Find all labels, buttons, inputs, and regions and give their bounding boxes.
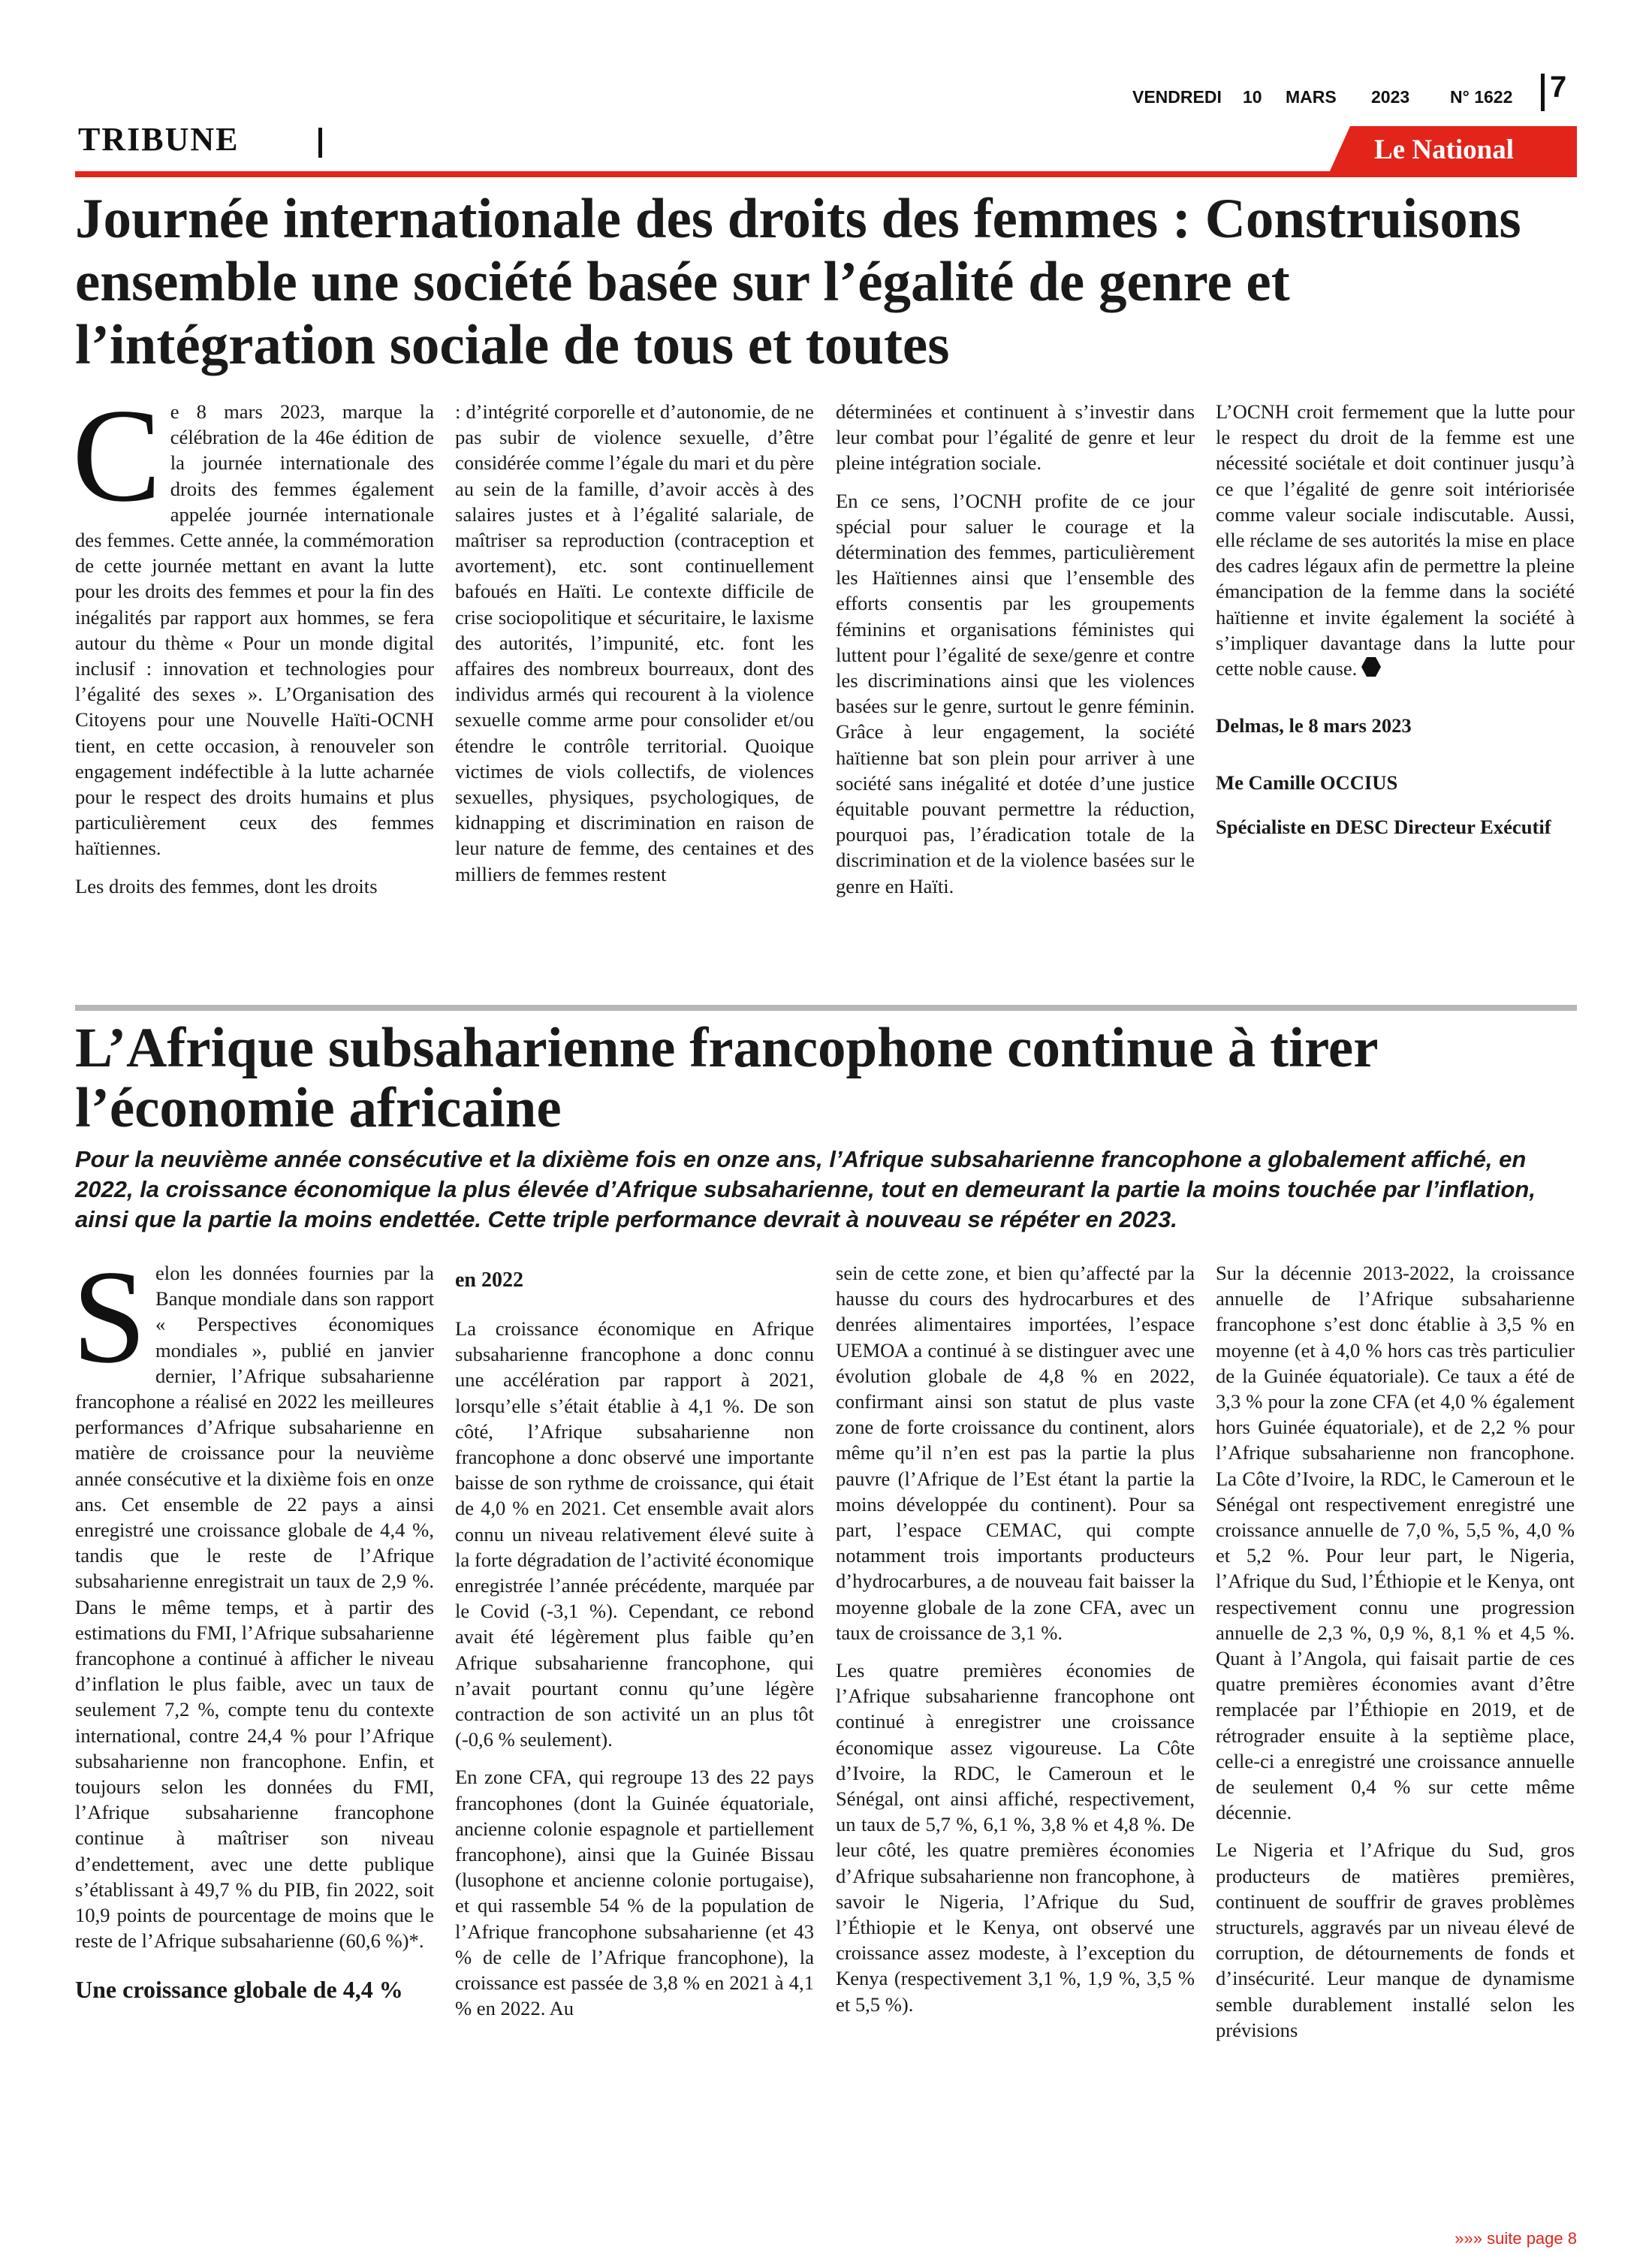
article2-paragraph: Les quatre premières économies de l’Afrique subsaharienne francophone ont continué à enregistrer une croissance économique assez vigoureuse. La Côte d’Ivoire, la RDC, le Cameroun et le Sénégal, ont ainsi affiché, respectivement, un taux de 5,7 %, 6,1 %, 3,8 % et 4,8 %. De leur côté, les quatre premières économies d’Afrique subsaharienne non francophone, à savoir le Nigeria, l’Afrique du Sud, l’Éthiopie et le Kenya, ont observé une croissance assez modeste, à l’exception du Kenya (respectivement 3,1 %, 1,9 %, 3,5 % et 5,5 %). bbox=[836, 1659, 1195, 2016]
article1-author: Me Camille OCCIUS bbox=[1216, 771, 1398, 795]
article2-headline: L’Afrique subsaharienne francophone continue à tirer l’économie africaine bbox=[75, 1017, 1378, 1139]
article1-paragraph: L’OCNH croit fermement que la lutte pour le respect du droit de la femme est une nécessité sociétale et doit continuer jusqu’à ce que l’égalité de genre soit intériorisée comme valeur sociale indiscutable. Aussi, elle réclame de ses autorités la mise en place des cadres légaux afin de permettre la pleine émancipation de la femme dans la société haïtienne et invite également la société à s’impliquer davantage dans la lutte pour cette noble cause. bbox=[1216, 400, 1575, 680]
article2-subhead-continued: en 2022 bbox=[455, 1268, 523, 1292]
article2-paragraph: La croissance économique en Afrique subsaharienne francophone a donc connu une accélération par rapport à 2021, lorsqu’elle s’était établie à 4,1 %. De son côté, l’Afrique subsaharienne non francophone a donc observé une importante baisse de son rythme de croissance, qui était de 4,0 % en 2021. Cet ensemble avait alors connu un niveau relativement élevé suite à la forte dégradation de l’activité économique enregistrée l’année précédente, marquée par le Covid (-3,1 %). Cependant, ce rebond avait été légèrement plus faible qu’en Afrique subsaharienne francophone, qui n’avait pourtant connu qu’une légère contraction de son activité un an plus tôt (-0,6 % seulement). bbox=[455, 1317, 814, 1751]
article2-paragraph: elon les données fournies par la Banque mondiale dans son rapport « Perspectives économiques mondiales », publié en janvier dernier, l’Afrique subsaharienne francophone a réalisé en 2022 les meilleures performances d’Afrique subsaharienne en matière de croissance pour la neuvième année consécutive et la dixième fois en onze ans. Cet ensemble de 22 pays a ainsi enregistré une croissance globale de 4,4 %, tandis que le reste de l’Afrique subsaharienne enregistrait un taux de 2,9 %. Dans le même temps, et à partir des estimations du FMI, l’Afrique subsaharienne francophone a continué à afficher le niveau d’inflation le plus faible, avec un taux de seulement 7,2 %, compte tenu du contexte international, contre 24,4 % pour l’Afrique subsaharienne non francophone. Enfin, et toujours selon les données du FMI, l’Afrique subsaharienne francophone continue à maîtriser son niveau d’endettement, avec une dette publique s’établissant à 49,7 % du PIB, fin 2022, soit 10,9 points de pourcentage de moins que le reste de l’Afrique subsaharienne (60,6 %)*. bbox=[75, 1262, 434, 1953]
section-label: TRIBUNE bbox=[78, 121, 240, 158]
page-number-divider bbox=[1541, 74, 1545, 111]
newspaper-logo: Le National bbox=[1374, 134, 1515, 165]
issue-info bbox=[1111, 81, 1562, 111]
issue-month: MARS bbox=[1286, 87, 1337, 107]
article1-paragraph: déterminées et continuent à s’investir dans leur combat pour l’égalité de genre et leur pleine intégration sociale. bbox=[836, 400, 1195, 475]
article1-column-1 bbox=[72, 381, 434, 899]
article1-paragraph: : d’intégrité corporelle et d’autonomie, de ne pas subir de violence sexuelle, d’être considérée comme l’égale du mari et du père au sein de la famille, d’avoir accès à des salaires justes et à l’égalité salariale, de maîtriser sa reproduction (contraception et avortement), etc. sont continuellement bafoués en Haïti. Le contexte difficile de crise sociopolitique et sécuritaire, le laxisme des autorités, l’impunité, etc. font les affaires des nombreux bourreaux, dont des individus armés qui recourent à la violence sexuelle comme arme pour consolider et/ou étendre le contrôle territorial. Quoique victimes de viols collectifs, de violences sexuelles, physiques, psychologiques, de kidnapping et discrimination en raison de leur nature de femme, des centaines et des milliers de femmes restent bbox=[455, 400, 814, 885]
article1-author-title: Spécialiste en DESC Directeur Exécutif bbox=[1216, 815, 1551, 838]
article1-paragraph: e 8 mars 2023, marque la célébration de la 46e édition de la journée internationale des droits des femmes également appelée journée internationale des femmes. Cette année, la commémoration de cette journée mettant en avant la lutte pour les droits des femmes et pour la fin des inégalités par rapport aux hommes, se fera autour du thème « Pour un monde digital inclusif : innovation et technologies pour l’égalité des sexes ». L’Organisation des Citoyens pour une Nouvelle Haïti-OCNH tient, en cette occasion, à renouveler son engagement indéfectible à la lutte acharnée pour le respect des droits humains et plus particulièrement ceux des femmes haïtiennes. bbox=[75, 400, 434, 860]
issue-year: 2023 bbox=[1371, 87, 1410, 107]
article2-paragraph: En zone CFA, qui regroupe 13 des 22 pays francophones (dont la Guinée équatoriale, ancienne colonie espagnole et partiellement francophone), ainsi que la Guinée Bissau (lusophone et ancienne colonie portugaise), et qui rassemble 54 % de la population de l’Afrique francophone subsaharienne (et 43 % de celle de l’Afrique francophone), la croissance est passée de 3,8 % en 2021 à 4,1 % en 2022. Au bbox=[455, 1766, 814, 2020]
article2-column-1 bbox=[72, 1242, 434, 2004]
issue-day: VENDREDI bbox=[1132, 87, 1222, 107]
article2-dropcap: S bbox=[72, 1242, 146, 1391]
article2-column-2 bbox=[455, 1268, 814, 2021]
header-rule bbox=[75, 171, 1577, 177]
article1-column-4 bbox=[1216, 399, 1575, 852]
article2-paragraph: Sur la décennie 2013-2022, la croissance annuelle de l’Afrique subsaharienne francophone s’est donc établie à 3,5 % en moyenne (et à 4,0 % hors cas très particulier de la Guinée équatoriale). Ce taux a été de 3,3 % pour la zone CFA (et 4,0 % également hors Guinée équatoriale), et de 2,2 % pour l’Afrique subsaharienne non francophone. La Côte d’Ivoire, la RDC, le Cameroun et le Sénégal ont respectivement enregistré une croissance annuelle de 7,0 %, 5,5 %, 4,0 % et 5,2 %. Pour leur part, le Nigeria, l’Afrique du Sud, l’Éthiopie et le Kenya, ont respectivement connu une progression annuelle de 2,3 %, 0,9 %, 8,1 % et 4,5 %. Quant à l’Angola, qui faisait partie de ces quatre premières économies avant d’être remplacée par l’Éthiopie en 2019, et de rétrograder ensuite à la septième place, celle-ci a enregistré une croissance annuelle de seulement 0,4 % sur cette même décennie. bbox=[1216, 1262, 1575, 1824]
section-separator bbox=[75, 1005, 1577, 1011]
issue-number: N° 1622 bbox=[1450, 87, 1513, 107]
section-divider bbox=[318, 128, 322, 158]
continued-link[interactable]: »»» suite page 8 bbox=[1455, 2229, 1577, 2248]
article2-column-3 bbox=[836, 1260, 1195, 2017]
article1-column-3 bbox=[836, 399, 1195, 899]
article2-lede: Pour la neuvième année consécutive et la dixième fois en onze ans, l’Afrique subsaharienne francophone a globalement affiché, en 2022, la croissance économique la plus élevée d’Afrique subsaharienne, tout en demeurant la partie la moins touchée par l’inflation, ainsi que la partie la moins endettée. Cette triple performance devrait à nouveau se répéter en 2023. bbox=[75, 1146, 1536, 1232]
article1-column-2 bbox=[455, 399, 814, 887]
article2-column-4 bbox=[1216, 1260, 1575, 2043]
issue-date: 10 bbox=[1243, 87, 1262, 107]
article-end-icon bbox=[1360, 656, 1382, 678]
article2-subhead: Une croissance globale de 4,4 % bbox=[75, 1976, 403, 2004]
article1-dropcap: C bbox=[72, 381, 161, 529]
article1-headline: Journée internationale des droits des femmes : Construisons ensemble une société basée sur l’égalité de genre et l’intégration sociale de tous et toutes bbox=[75, 188, 1521, 376]
article2-paragraph: sein de cette zone, et bien qu’affecté par la hausse du cours des hydrocarbures et des denrées alimentaires importées, l’espace UEMOA a continué à se distinguer avec une évolution globale de 4,8 % en 2022, confirmant ainsi son statut de plus vaste zone de forte croissance du continent, alors même qu’il n’en est pas la partie la plus pauvre (l’Afrique de l’Est étant la partie la moins développée du continent). Pour sa part, l’espace CEMAC, qui compte notamment trois importants producteurs d’hydrocarbures, a de nouveau fait baisser la moyenne globale de la zone CFA, avec un taux de croissance de 3,1 %. bbox=[836, 1262, 1195, 1644]
article1-paragraph: En ce sens, l’OCNH profite de ce jour spécial pour saluer le courage et la détermination des femmes, particulièrement les Haïtiennes ainsi que l’ensemble des efforts consentis par les groupements féminins et organisations féministes qui luttent pour l’égalité de sexe/genre et contre les discriminations ainsi que les violences basées sur le genre, surtout le genre féminin. Grâce à leur engagement, la société haïtienne bat son plein pour arriver à une société sans inégalité et dotée d’une justice équitable pouvant permettre la réduction, pourquoi pas, l’éradication totale de la discrimination et de la violence basées sur le genre en Haïti. bbox=[836, 489, 1195, 897]
article2-paragraph: Le Nigeria et l’Afrique du Sud, gros producteurs de matières premières, continuent de souffrir de graves problèmes structurels, aggravés par un niveau élevé de corruption, de détournements de fonds et d’insécurité. Leur manque de dynamisme semble durablement installé selon les prévisions bbox=[1216, 1838, 1575, 2041]
page-number: 7 bbox=[1550, 71, 1567, 104]
article1-place-date: Delmas, le 8 mars 2023 bbox=[1216, 714, 1412, 737]
article1-paragraph: Les droits des femmes, dont les droits bbox=[75, 874, 378, 897]
